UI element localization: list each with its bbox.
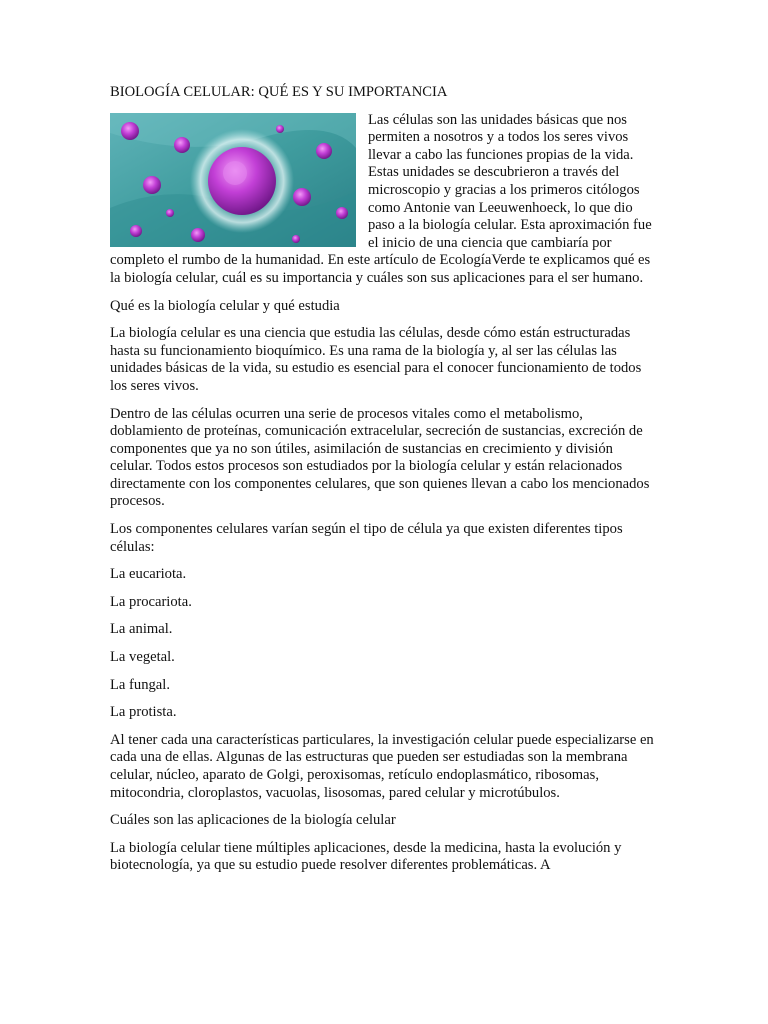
list-item: La vegetal. <box>110 649 175 666</box>
cells-illustration-graphic <box>110 113 356 247</box>
document-body <box>110 84 658 885</box>
paragraph-structures: Al tener cada una características particulares, la investigación celular puede especializarse en cada una de ellas. Algunas de las estructuras que pueden ser estudiadas son la membrana celular, núcleo, aparato de Golgi, peroxisomas, retículo endoplasmático, ribosomas, mitocondria, cloroplastos, vacuolas, lisosomas, pared celular y microtúbulos. <box>110 731 654 801</box>
paragraph-processes: Dentro de las células ocurren una serie de procesos vitales como el metabolismo, doblamiento de proteínas, comunicación extracelular, secreción de sustancias, excreción de componentes que ya no son útiles, asimilación de sustancias en crecimiento y división celular. Todos estos procesos son estudiados por la biología celular y están relacionados directamente con los componentes celulares, que son quienes llevan a cabo los mencionados procesos. <box>110 405 650 510</box>
paragraph-components: Los componentes celulares varían según el tipo de célula ya que existen diferentes tipos células: <box>110 521 623 555</box>
list-item: La animal. <box>110 621 173 638</box>
cells-illustration <box>110 113 356 247</box>
section-heading-what-is: Qué es la biología celular y qué estudia <box>110 297 340 314</box>
section-heading-applications: Cuáles son las aplicaciones de la biología celular <box>110 812 396 829</box>
list-item: La fungal. <box>110 676 170 693</box>
paragraph-definition: La biología celular es una ciencia que estudia las células, desde cómo están estructuradas hasta su funcionamiento bioquímico. Es una rama de la biología y, al ser las células las unidades básicas de la vida, su estudio es esencial para el conocer funcionamiento de todos los seres vivos. <box>110 325 642 394</box>
list-item: La procariota. <box>110 593 192 610</box>
list-item: La eucariota. <box>110 566 187 583</box>
list-item: La protista. <box>110 704 177 721</box>
paragraph-applications: La biología celular tiene múltiples aplicaciones, desde la medicina, hasta la evolución y biotecnología, ya que su estudio puede resolver diferentes problemáticas. A <box>110 839 622 874</box>
intro-paragraph: Las células son las unidades básicas que nos permiten a nosotros y a todos los seres vivos llevar a cabo las funciones propias de la vida. Estas unidades se descubrieron a través del microscopio y gracias a los primeros citólogos como Antonie van Leeuwenhoeck, lo que dio paso a la biología celular. Esta aproximación fue el inicio de una ciencia que cambiaría por completo el rumbo de la humanidad. En este artículo de EcologíaVerde te explicamos qué es la biología celular, cuál es su importancia y cuáles son sus aplicaciones para el ser humano. <box>110 111 652 286</box>
cell-types-list <box>110 566 658 722</box>
document-title: BIOLOGÍA CELULAR: QUÉ ES Y SU IMPORTANCIA <box>110 84 448 100</box>
